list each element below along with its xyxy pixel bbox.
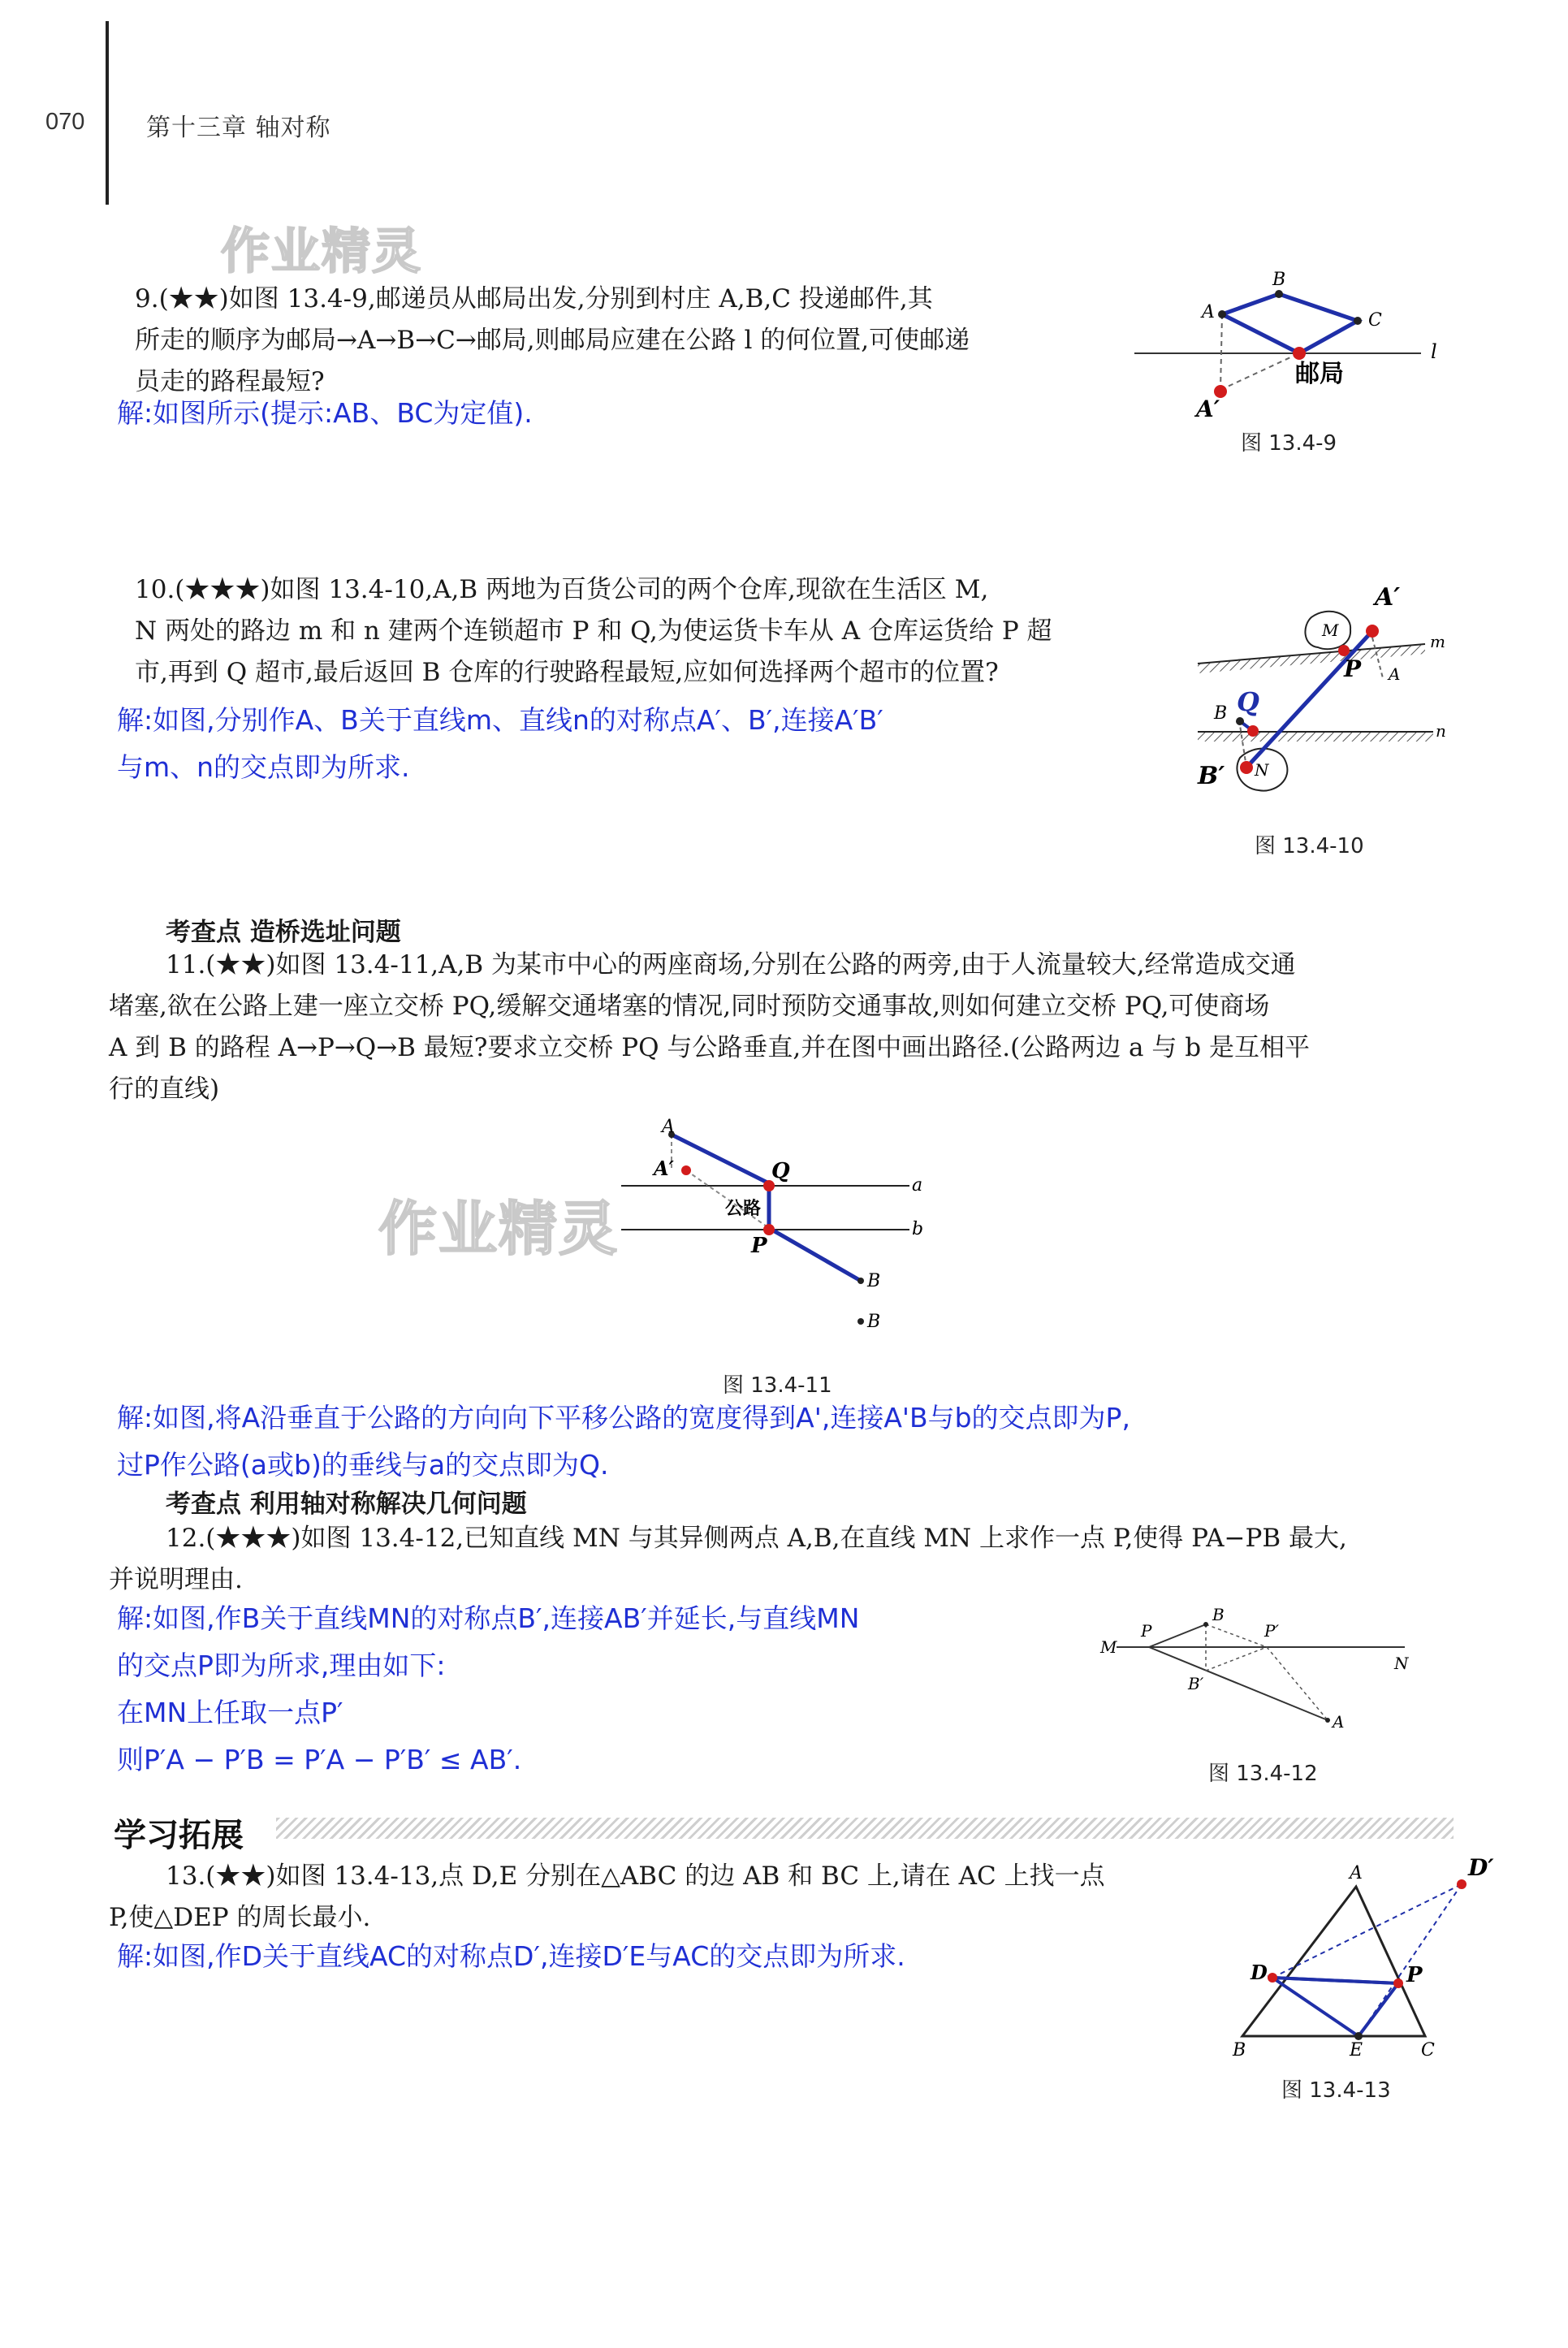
fig9-label-a: A <box>1202 302 1215 322</box>
fig10-label-m-zone: M <box>1322 621 1339 640</box>
fig9-label-post: 邮局 <box>1295 360 1344 388</box>
fig11-label-aprime: A′ <box>654 1157 674 1180</box>
watermark-mid: 作业精灵 <box>378 1195 620 1263</box>
fig12-label-n: N <box>1394 1654 1409 1673</box>
fig12-label-m: M <box>1100 1637 1117 1657</box>
fig9-label-b: B <box>1272 270 1286 290</box>
fig10-label-aprime: A′ <box>1375 583 1401 612</box>
figure-13-4-10 <box>1190 573 1458 816</box>
q13-answer: 解:如图,作D关于直线AC的对称点D′,连接D′E与AC的交点即为所求. <box>117 1940 905 1972</box>
fig12-label-p: P <box>1141 1621 1152 1641</box>
learning-expansion-title: 学习拓展 <box>114 1817 244 1854</box>
section-hatch-divider <box>276 1818 1454 1839</box>
fig12-label-a: A <box>1333 1712 1345 1732</box>
fig12-label-b: B <box>1212 1605 1225 1624</box>
section-symmetry: 考查点 利用轴对称解决几何问题 <box>166 1490 527 1519</box>
page-number: 070 <box>45 109 85 135</box>
fig13-label-p: P <box>1406 1963 1423 1987</box>
q9-text: 9.(★★)如图 13.4-9,邮递员从邮局出发,分别到村庄 A,B,C 投递邮件,其 所走的顺序为邮局→A→B→C→邮局,则邮局应建在公路 l 的何位置,可使邮递 员走的路程最短? <box>135 284 970 396</box>
q9-caption: 图 13.4-9 <box>1241 431 1337 456</box>
fig9-label-aprime: A′ <box>1196 396 1220 422</box>
chapter-title: 第十三章 轴对称 <box>146 114 331 142</box>
fig11-label-b2: B <box>867 1312 881 1332</box>
q10-caption: 图 13.4-10 <box>1255 834 1364 858</box>
q12-caption: 图 13.4-12 <box>1208 1762 1318 1786</box>
watermark-top: 作业精灵 <box>221 223 422 280</box>
fig11-label-road: 公路 <box>725 1199 762 1219</box>
figure-13-4-11 <box>617 1114 942 1342</box>
section-bridge: 考查点 造桥选址问题 <box>166 918 401 947</box>
fig13-label-c: C <box>1421 2040 1435 2059</box>
q13-caption: 图 13.4-13 <box>1281 2078 1391 2103</box>
fig11-label-p: P <box>751 1234 767 1258</box>
fig11-label-q: Q <box>771 1159 790 1183</box>
fig11-label-a: A <box>662 1117 675 1137</box>
fig13-label-b: B <box>1233 2040 1246 2059</box>
fig10-label-b: B <box>1214 703 1228 724</box>
fig9-label-c: C <box>1368 310 1382 331</box>
q11-text: 11.(★★)如图 13.4-11,A,B 为某市中心的两座商场,分别在公路的两旁,由于人流量较大,经常造成交通 堵塞,欲在公路上建一座立交桥 PQ,缓解交通堵塞的情况,同时预防交通事故,则如何建立交桥 PQ,可使商场 A 到 B 的路程 A→P→Q→B 最短?要求立交桥 PQ 与公路垂直,并在图中画出路径.(公路两边 a 与 b 是互相平 行的直线) <box>109 950 1310 1104</box>
fig10-label-q: Q <box>1237 686 1259 717</box>
fig10-label-m-line: m <box>1430 632 1445 651</box>
fig13-label-a: A <box>1350 1863 1363 1883</box>
fig10-label-n-line: n <box>1436 721 1446 741</box>
fig13-label-d: D <box>1251 1961 1268 1984</box>
q13-text: 13.(★★)如图 13.4-13,点 D,E 分别在△ABC 的边 AB 和 BC 上,请在 AC 上找一点 P,使△DEP 的周长最小. <box>109 1862 1105 1932</box>
figure-13-4-12 <box>1092 1596 1433 1738</box>
fig10-label-n-zone: N <box>1255 760 1269 780</box>
q9-answer: 解:如图所示(提示:AB、BC为定值). <box>117 397 533 429</box>
q12-text: 12.(★★★)如图 13.4-12,已知直线 MN 与其异侧两点 A,B,在直线 MN 上求作一点 P,使得 PA−PB 最大, 并说明理由. <box>109 1524 1347 1594</box>
fig12-label-bprime: B′ <box>1188 1674 1204 1693</box>
figure-13-4-13 <box>1218 1856 1510 2059</box>
fig11-label-b-line: b <box>912 1219 924 1239</box>
fig10-label-a: A <box>1389 664 1401 684</box>
header-divider <box>106 21 109 205</box>
fig11-label-b1: B <box>867 1271 881 1291</box>
fig10-label-p: P <box>1344 655 1362 682</box>
q10-answer: 解:如图,分别作A、B关于直线m、直线n的对称点A′、B′,连接A′B′ 与m、n的交点即为所求. <box>117 704 883 783</box>
fig12-label-pprime: P′ <box>1264 1621 1279 1641</box>
q10-text: 10.(★★★)如图 13.4-10,A,B 两地为百货公司的两个仓库,现欲在生活区 M, N 两处的路边 m 和 n 建两个连锁超市 P 和 Q,为使运货卡车从 A 仓库运货给 P 超 市,再到 Q 超市,最后返回 B 仓库的行驶路程最短,应如何选择两个超市的位置? <box>135 575 1052 687</box>
q11-caption: 图 13.4-11 <box>723 1373 832 1398</box>
fig11-label-a-line: a <box>912 1175 923 1196</box>
q11-answer: 解:如图,将A沿垂直于公路的方向向下平移公路的宽度得到A',连接A'B与b的交点即为P, 过P作公路(a或b)的垂线与a的交点即为Q. <box>117 1402 1130 1481</box>
fig9-label-l: l <box>1431 340 1437 363</box>
fig13-label-e: E <box>1350 2040 1363 2059</box>
fig13-label-dprime: D′ <box>1468 1856 1494 1881</box>
fig10-label-bprime: B′ <box>1198 762 1225 790</box>
q12-answer: 解:如图,作B关于直线MN的对称点B′,连接AB′并延长,与直线MN 的交点P即为所求,理由如下: 在MN上任取一点P′ 则P′A − P′B = P′A − P′B′ ≤ AB′. <box>117 1602 860 1775</box>
